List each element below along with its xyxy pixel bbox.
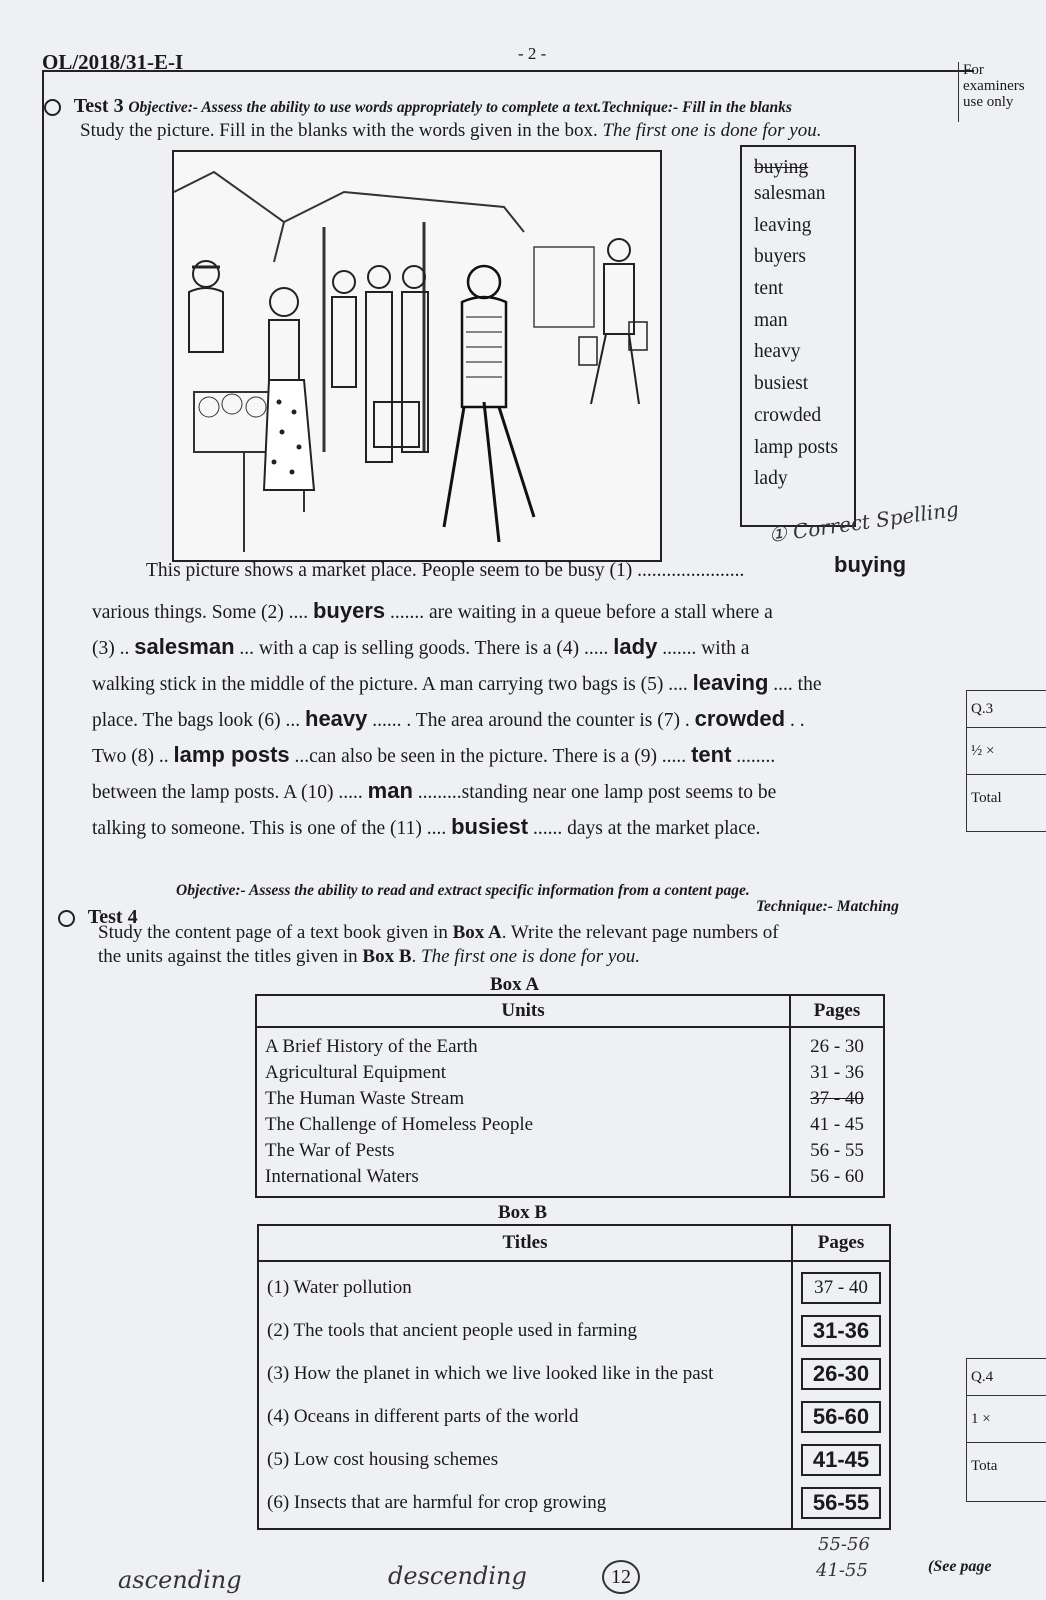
handwritten-note: 41-55	[816, 1560, 868, 1581]
page-range: 56 - 60	[810, 1166, 864, 1187]
box-a-title: Box A	[490, 974, 540, 995]
handwritten-descending: descending	[388, 1562, 527, 1590]
test4-objective: Objective:- Assess the ability to read and extract specific information from a content page.	[176, 882, 750, 899]
unit-item: A Brief History of the Earth	[265, 1036, 478, 1057]
passage-line-1: This picture shows a market place. People seem to be busy (1) ......................	[146, 560, 745, 581]
word-item: lady	[754, 468, 788, 490]
word-item: lamp posts	[754, 436, 838, 458]
word-item: crowded	[754, 404, 822, 426]
handwritten-ascending: ascending	[118, 1566, 242, 1594]
test3-heading	[44, 95, 964, 118]
word-item: salesman	[754, 183, 826, 204]
passage-line-4: walking stick in the middle of the picture. A man carrying two bags is (5) .... leaving .... the	[92, 670, 822, 695]
box-b-titles-cell	[258, 1261, 792, 1529]
page-range: 41 - 45	[810, 1114, 864, 1135]
box-a-units-cell	[256, 1027, 790, 1197]
unit-item: The Human Waste Stream	[265, 1088, 465, 1109]
answer-page-box: 56-60	[801, 1401, 881, 1433]
title-item: (2) The tools that ancient people used in farming	[267, 1320, 638, 1341]
title-item: (6) Insects that are harmful for crop growing	[267, 1492, 607, 1513]
handwritten-note: ① Correct Spelling	[767, 496, 961, 548]
test4-technique: Technique:- Matching	[756, 898, 899, 915]
test4-instruction-line1: Study the content page of a text book given in Box A. Write the relevant page numbers of	[98, 922, 779, 943]
word-item: leaving	[754, 214, 812, 236]
answer-1: buying	[834, 552, 907, 577]
word-buying: buying	[754, 157, 809, 178]
unit-item: The Challenge of Homeless People	[265, 1114, 534, 1135]
box-b-pages-header: Pages	[792, 1225, 890, 1261]
title-item: (3) How the planet in which we live looked like in the past	[267, 1363, 714, 1384]
handwritten-note: 55-56	[818, 1534, 870, 1555]
examiner-box: For examiners use only	[958, 62, 1046, 122]
word-box	[740, 145, 856, 527]
word-item: man	[754, 309, 788, 331]
page-number: - 2 -	[518, 44, 547, 63]
word-item: buyers	[754, 246, 806, 268]
marks-box-q3: Q.3 ½ × Total	[966, 690, 1046, 832]
radio-circle-icon	[44, 99, 61, 116]
box-b-pages-cell	[792, 1261, 890, 1529]
word-item: heavy	[754, 341, 801, 363]
box-b-title: Box B	[498, 1202, 548, 1223]
passage-line-2: various things. Some (2) .... buyers ....... are waiting in a queue before a stall where a	[92, 598, 773, 623]
passage-line-3: (3) .. salesman ... with a cap is selling goods. There is a (4) ..... lady ....... with a	[92, 634, 750, 659]
test4-label: Test 4	[87, 906, 138, 928]
box-a-pages-header: Pages	[790, 995, 884, 1027]
answer-3: salesman	[134, 634, 235, 659]
answer-9: tent	[691, 742, 732, 767]
answer-page-box: 31-36	[801, 1315, 881, 1347]
passage-line-8: talking to someone. This is one of the (11) .... busiest ...... days at the market place.	[92, 814, 761, 839]
title-item: (5) Low cost housing schemes	[267, 1449, 499, 1470]
answer-6: heavy	[305, 706, 368, 731]
radio-circle-icon	[58, 910, 75, 927]
page-range: 31 - 36	[810, 1062, 864, 1083]
answer-page-box: 56-55	[801, 1487, 881, 1519]
title-item: (1) Water pollution	[267, 1277, 412, 1298]
answer-11: busiest	[451, 814, 529, 839]
box-a-pages-cell	[790, 1027, 884, 1197]
test4-instruction-line2: the units against the titles given in Box B. The first one is done for you.	[98, 946, 641, 967]
answer-10: man	[367, 778, 413, 803]
paper-code: OL/2018/31-E-I	[42, 50, 184, 74]
answer-7: crowded	[694, 706, 786, 731]
unit-item: Agricultural Equipment	[265, 1062, 446, 1083]
passage	[92, 552, 952, 860]
passage-line-5: place. The bags look (6) ... heavy ...... . The area around the counter is (7) . crowded . .	[92, 706, 805, 731]
test3-label: Test 3	[73, 95, 124, 117]
box-a-table	[255, 994, 885, 1198]
page-range: 26 - 30	[810, 1036, 864, 1057]
answer-page-box: 26-30	[801, 1358, 881, 1390]
market-illustration	[172, 150, 662, 562]
answer-2: buyers	[312, 598, 386, 623]
page-range: 56 - 55	[810, 1140, 864, 1161]
see-page-note: (See page	[928, 1558, 992, 1575]
box-b-table	[257, 1224, 891, 1530]
passage-line-6: Two (8) .. lamp posts ...can also be seen in the picture. There is a (9) ..... tent ........	[92, 742, 776, 767]
word-item: tent	[754, 278, 784, 300]
answer-page-box: 41-45	[801, 1444, 881, 1476]
test3-instruction: Study the picture. Fill in the blanks with the words given in the box. The first one is done for you.	[80, 120, 822, 141]
page-range: 37 - 40	[810, 1088, 864, 1109]
marks-box-q4: Q.4 1 × Tota	[966, 1358, 1046, 1502]
title-item: (4) Oceans in different parts of the world	[267, 1406, 579, 1427]
answer-4: lady	[613, 634, 658, 659]
word-item: busiest	[754, 373, 809, 395]
unit-item: International Waters	[265, 1166, 419, 1187]
box-a-units-header: Units	[256, 995, 790, 1027]
unit-item: The War of Pests	[265, 1140, 395, 1161]
answer-5: leaving	[692, 670, 769, 695]
answer-8: lamp posts	[173, 742, 290, 767]
passage-line-7: between the lamp posts. A (10) ..... man .........standing near one lamp post seems to be	[92, 778, 777, 803]
test3-objective: Objective:- Assess the ability to use words appropriately to complete a text.Technique:- Fill in the blanks	[128, 99, 792, 116]
box-b-titles-header: Titles	[258, 1225, 792, 1261]
score-circle: 12	[602, 1560, 640, 1594]
answer-page-box: 37 - 40	[801, 1272, 881, 1304]
